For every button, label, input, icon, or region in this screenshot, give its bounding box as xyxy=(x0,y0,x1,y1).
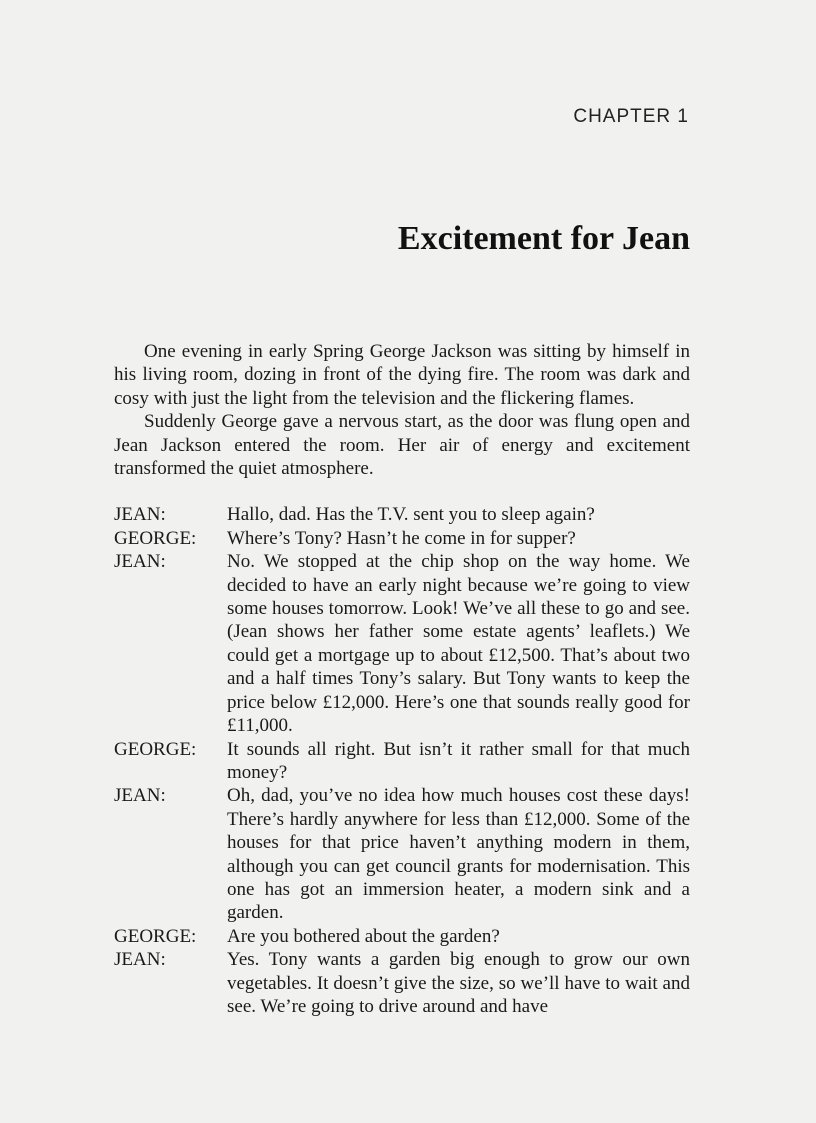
speaker-name: GEORGE: xyxy=(114,925,197,947)
speech-text: Oh, dad, you’ve no idea how much houses cost these days! There’s hardly anywhere for less than £12,000. Some of the houses for that price haven’t anything modern in them, although you can get council grants for modernisation. This one has got an immersion heater, a modern sink and a garden. xyxy=(227,785,690,924)
dialogue-line xyxy=(114,784,690,924)
speaker-name: JEAN: xyxy=(114,551,166,573)
speaker-name: JEAN: xyxy=(114,785,166,807)
speech-text: No. We stopped at the chip shop on the way home. We decided to have an early night because we’re going to view some houses tomorrow. Look! We’ve all these to go and see. (Jean shows her father some estate agents’ leaflets.) We could get a mortgage up to about £12,500. That’s about two and a half times Tony’s salary. But Tony wants to keep the price below £12,000. Here’s one that sounds really good for £11,000. xyxy=(227,551,690,737)
chapter-title: Excitement for Jean xyxy=(397,220,690,257)
dialogue-line xyxy=(114,925,690,948)
speaker-name: GEORGE: xyxy=(114,738,197,760)
speech-text: It sounds all right. But isn’t it rather small for that much money? xyxy=(227,738,690,783)
chapter-label: CHAPTER 1 xyxy=(573,106,689,127)
narration-paragraph: Suddenly George gave a nervous start, as the door was flung open and Jean Jackson entered the room. Her air of energy and excitement transformed the quiet atmosphere. xyxy=(114,411,690,480)
dialogue-line xyxy=(114,550,690,737)
dialogue xyxy=(114,503,690,1018)
body-text xyxy=(114,340,690,1018)
speaker-name: JEAN: xyxy=(114,504,166,526)
speaker-name: GEORGE: xyxy=(114,527,197,549)
dialogue-line xyxy=(114,738,690,785)
speech-text: Are you bothered about the garden? xyxy=(227,925,500,947)
dialogue-line xyxy=(114,503,690,526)
dialogue-line xyxy=(114,527,690,550)
speech-text: Where’s Tony? Hasn’t he come in for supper? xyxy=(227,527,576,549)
speech-text: Hallo, dad. Has the T.V. sent you to sleep again? xyxy=(227,504,595,526)
speech-text: Yes. Tony wants a garden big enough to grow our own vegetables. It doesn’t give the size, so we’ll have to wait and see. We’re going to drive around and have xyxy=(227,949,690,1017)
narration-paragraph: One evening in early Spring George Jackson was sitting by himself in his living room, dozing in front of the dying fire. The room was dark and cosy with just the light from the television and the flickering flames. xyxy=(114,341,690,409)
dialogue-line xyxy=(114,948,690,1018)
speaker-name: JEAN: xyxy=(114,949,166,971)
